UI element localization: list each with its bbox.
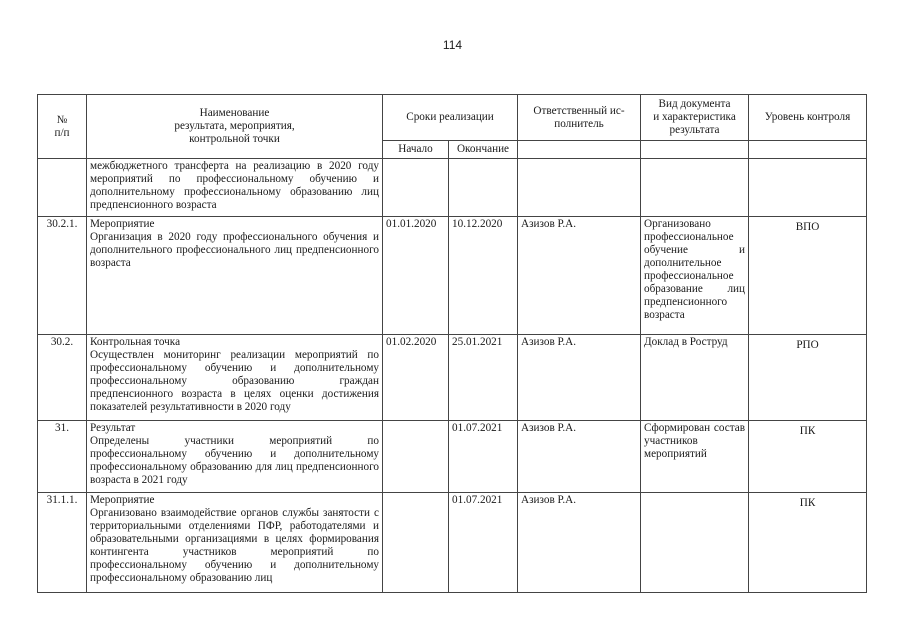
header-responsible: Ответственный ис- полнитель (518, 95, 641, 141)
row-text: Осуществлен мониторинг реализации мероприятий по профессиональному обучению и дополнительному профессиональному образованию граждан предпенсионного возраста в целях оценки достижения показателей результативности в 2020 году (90, 349, 379, 413)
row-doc (641, 159, 749, 217)
table-row (38, 217, 867, 335)
header-end: Окончание (449, 141, 518, 159)
row-doc: Сформирован состав участников мероприятий (641, 421, 749, 493)
row-responsible (518, 159, 641, 217)
header-row (38, 95, 867, 141)
row-kind: Результат (90, 422, 136, 434)
row-start: 01.01.2020 (383, 217, 449, 335)
row-doc: Организовано профессиональное обучение и дополнительное профессиональное образование лиц предпенсионного возраста (641, 217, 749, 335)
row-name (87, 217, 383, 335)
row-kind: Мероприятие (90, 218, 155, 230)
row-doc: Доклад в Роструд (641, 335, 749, 421)
page-number: 114 (442, 38, 463, 52)
header-name: Наименование результата, мероприятия, контрольной точки (87, 95, 383, 159)
row-num (38, 159, 87, 217)
row-end: 10.12.2020 (449, 217, 518, 335)
row-level (749, 159, 867, 217)
row-end: 01.07.2021 (449, 421, 518, 493)
table-row (38, 493, 867, 593)
row-num: 31.1.1. (38, 493, 87, 593)
row-text: Организовано взаимодействие органов службы занятости с территориальными отделениями ПФР, работодателями и образовательными организациями в целях формирования контингента участников мероприятий по профессиональному обучению и дополнительному профессиональному образованию лиц (90, 507, 379, 584)
row-responsible: Азизов Р.А. (518, 493, 641, 593)
table-row (38, 335, 867, 421)
row-num: 31. (38, 421, 87, 493)
row-name (87, 493, 383, 593)
row-text: Определены участники мероприятий по профессиональному обучению и дополнительному профессиональному образованию для лиц предпенсионного возраста в 2021 году (90, 435, 379, 486)
row-level: ПК (749, 421, 867, 493)
row-doc (641, 493, 749, 593)
table-row (38, 159, 867, 217)
row-start (383, 159, 449, 217)
header-terms: Сроки реализации (383, 95, 518, 141)
row-text: межбюджетного трансферта на реализацию в 2020 году мероприятий по профессиональному обучению и дополнительному профессиональному образованию лиц предпенсионного возраста (90, 160, 379, 211)
header-level: Уровень контроля (749, 95, 867, 141)
row-kind: Контрольная точка (90, 336, 181, 348)
row-start (383, 421, 449, 493)
plan-table (37, 94, 867, 593)
row-end: 01.07.2021 (449, 493, 518, 593)
header-start: Начало (383, 141, 449, 159)
header-num: № п/п (38, 95, 87, 159)
row-end (449, 159, 518, 217)
row-start (383, 493, 449, 593)
row-start: 01.02.2020 (383, 335, 449, 421)
row-name (87, 421, 383, 493)
row-responsible: Азизов Р.А. (518, 421, 641, 493)
header-level-empty (749, 141, 867, 159)
row-num: 30.2. (38, 335, 87, 421)
row-level: ПК (749, 493, 867, 593)
row-text: Организация в 2020 году профессионального обучения и дополнительного профессионального лиц предпенсионного возраста (90, 231, 379, 269)
row-name (87, 335, 383, 421)
row-responsible: Азизов Р.А. (518, 217, 641, 335)
row-level: РПО (749, 335, 867, 421)
row-num: 30.2.1. (38, 217, 87, 335)
row-name (87, 159, 383, 217)
header-doc: Вид документа и характеристика результата (641, 95, 749, 141)
row-responsible: Азизов Р.А. (518, 335, 641, 421)
row-kind: Мероприятие (90, 494, 155, 506)
row-end: 25.01.2021 (449, 335, 518, 421)
table-row (38, 421, 867, 493)
row-level: ВПО (749, 217, 867, 335)
header-responsible-empty (518, 141, 641, 159)
header-doc-empty (641, 141, 749, 159)
